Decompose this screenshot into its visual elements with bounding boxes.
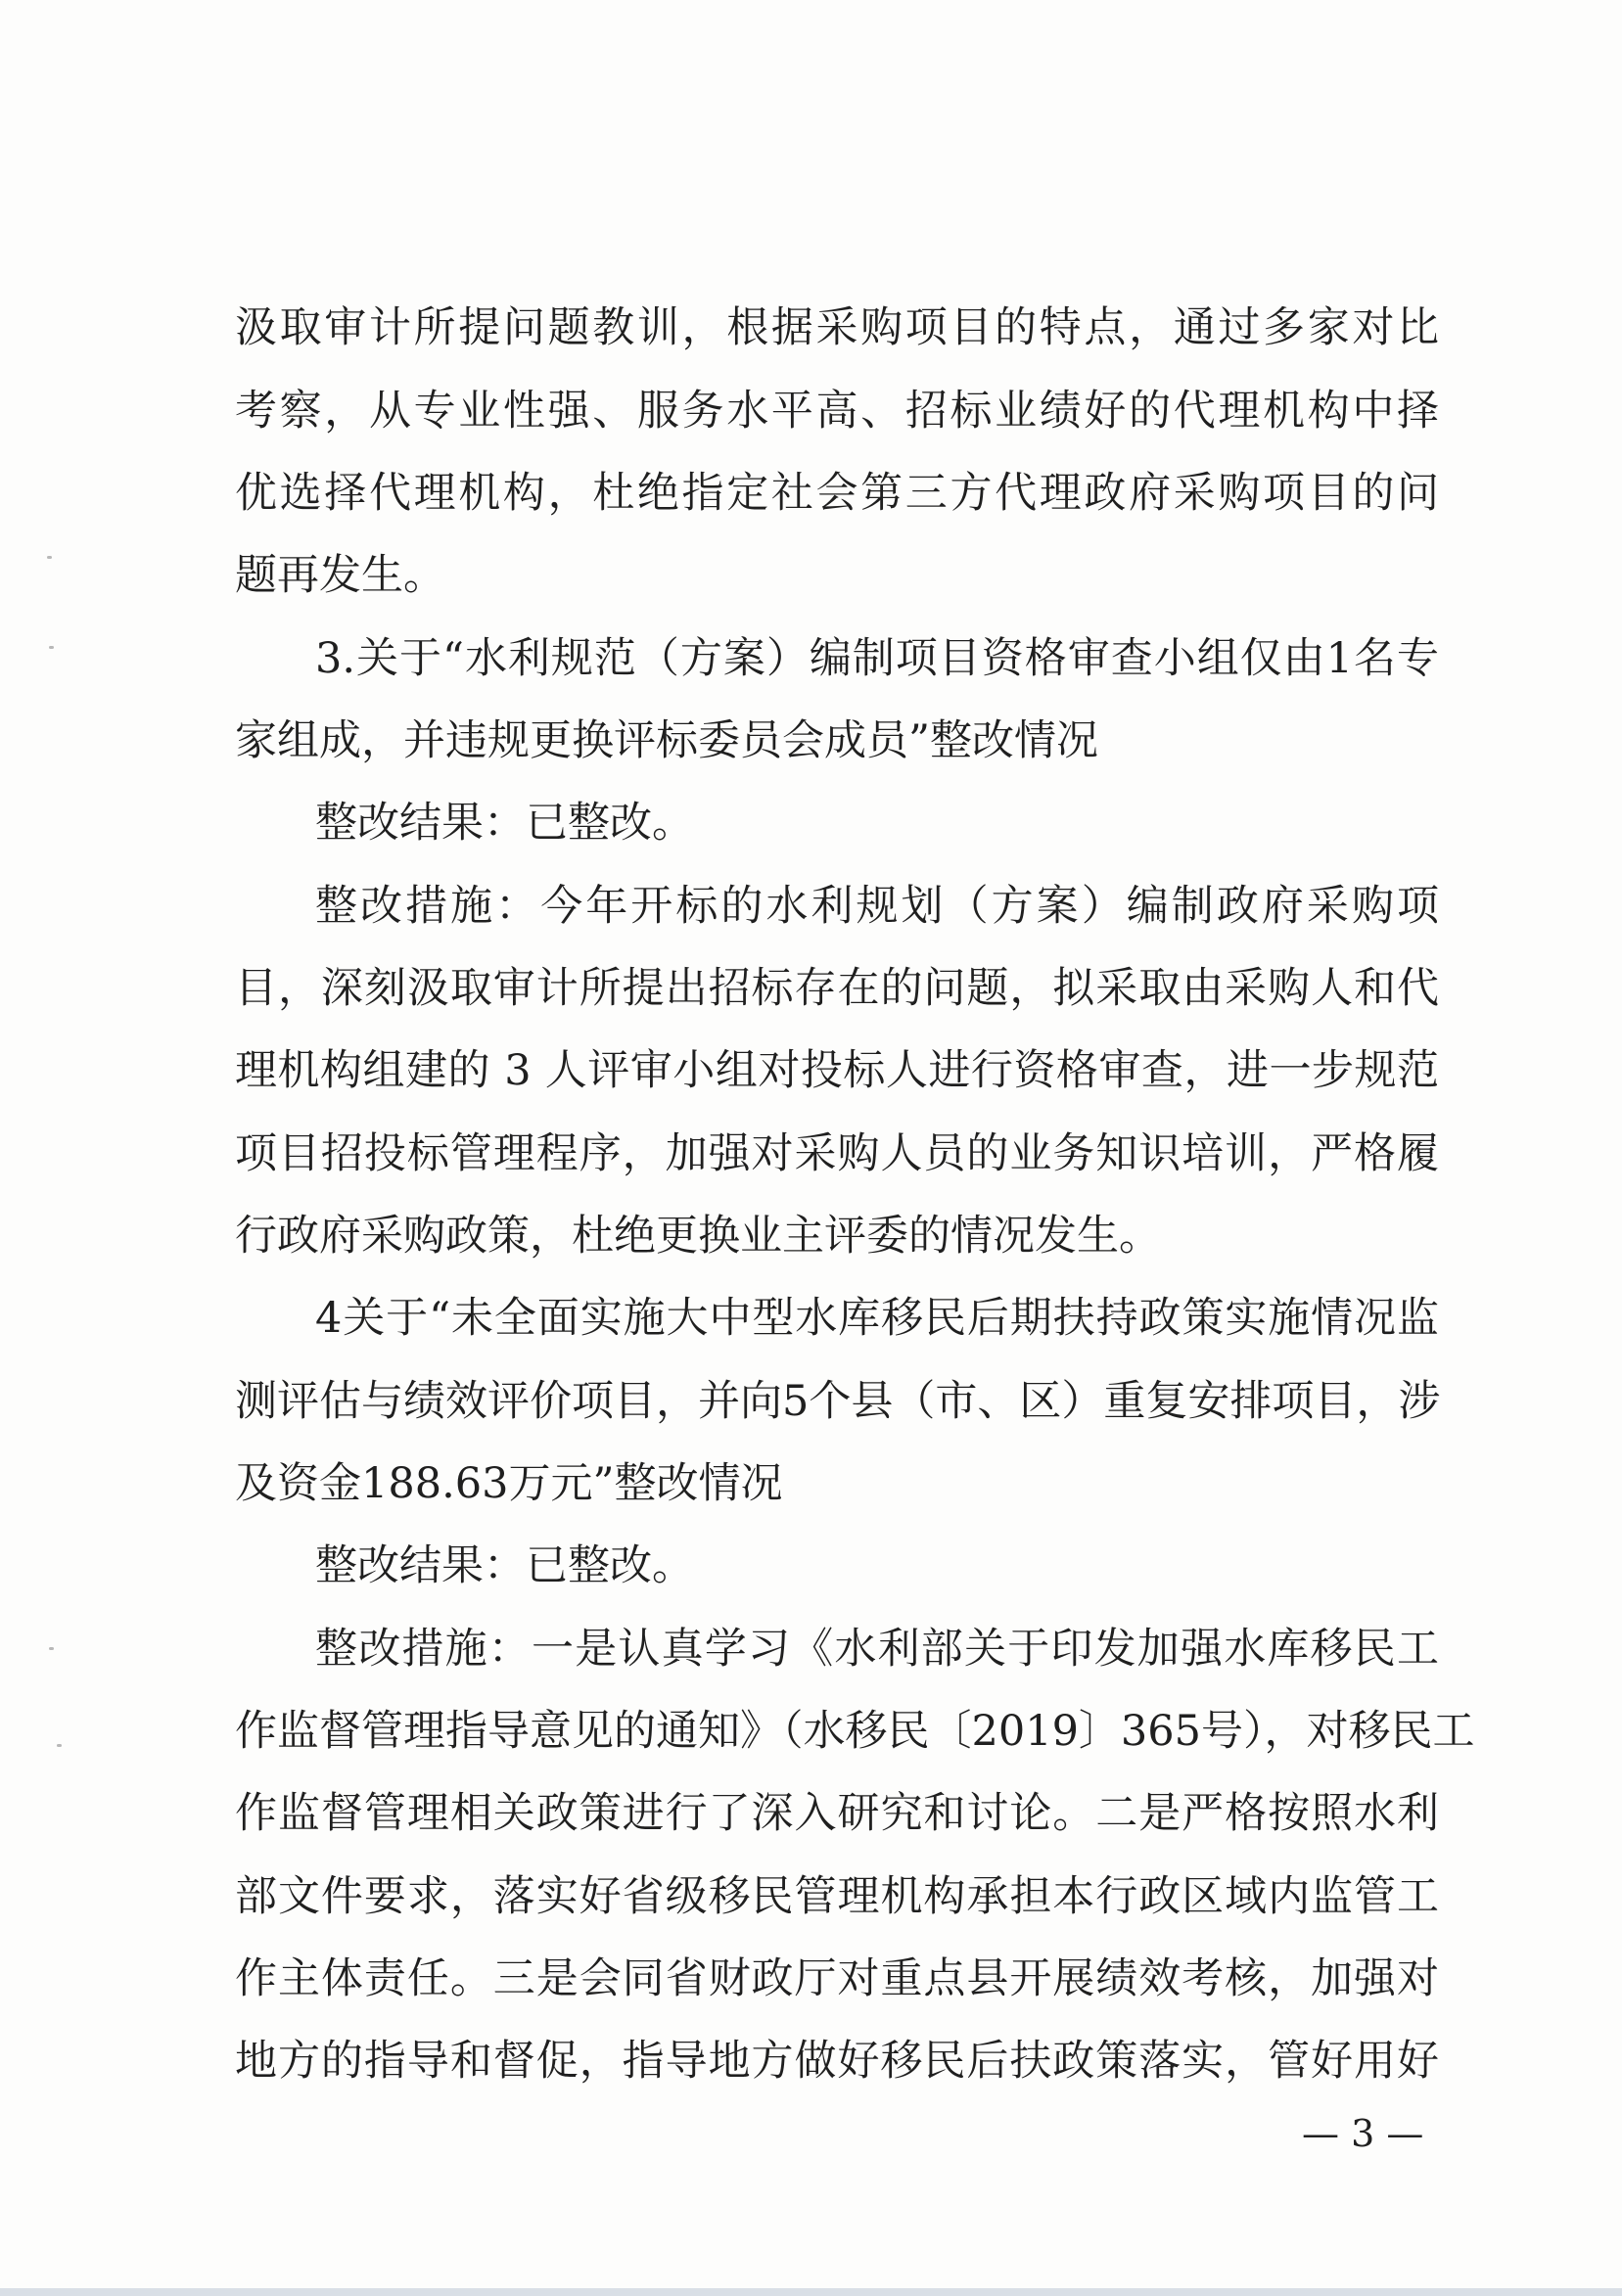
text-line: 汲取审计所提问题教训，根据采购项目的特点，通过多家对比: [235, 303, 1439, 352]
text-line: 整改措施：今年开标的水利规划（方案）编制政府采购项: [315, 882, 1439, 931]
text-line: 目，深刻汲取审计所提出招标存在的问题，拟采取由采购人和代: [235, 964, 1439, 1013]
section-heading-line: 3.关于“水利规范（方案）编制项目资格审查小组仅由1名专: [315, 634, 1439, 683]
text-line: 整改措施：一是认真学习《水利部关于印发加强水库移民工: [315, 1625, 1439, 1674]
rectification-result: 整改结果：已整改。: [315, 1541, 694, 1590]
text-line: 项目招投标管理程序，加强对采购人员的业务知识培训，严格履: [235, 1129, 1439, 1178]
scan-speck: [57, 1744, 62, 1747]
page-number: — 3 —: [1302, 2112, 1424, 2155]
section-heading-line: 测评估与绩效评价项目，并向5个县（市、区）重复安排项目，涉: [235, 1377, 1441, 1426]
section-heading-line: 及资金188.63万元”整改情况: [235, 1459, 783, 1508]
section-heading-line: 家组成，并违规更换评标委员会成员”整改情况: [235, 716, 1098, 765]
text-line: 部文件要求，落实好省级移民管理机构承担本行政区域内监管工: [235, 1872, 1439, 1921]
text-line: 行政府采购政策，杜绝更换业主评委的情况发生。: [235, 1212, 1161, 1261]
text-line: 理机构组建的 3 人评审小组对投标人进行资格审查，进一步规范: [235, 1046, 1439, 1095]
rectification-result: 整改结果：已整改。: [315, 799, 694, 848]
text-line: 作监督管理指导意见的通知》（水移民〔2019〕365号），对移民工: [235, 1707, 1475, 1756]
text-line: 作监督管理相关政策进行了深入研究和讨论。二是严格按照水利: [235, 1789, 1439, 1838]
scan-speck: [49, 1647, 54, 1650]
section-heading-line: 4关于“未全面实施大中型水库移民后期扶持政策实施情况监: [315, 1294, 1439, 1343]
text-line: 题再发生。: [235, 551, 445, 600]
scan-speck: [47, 556, 52, 559]
scan-speck: [49, 646, 54, 649]
text-line: 优选择代理机构，杜绝指定社会第三方代理政府采购项目的问: [235, 469, 1439, 518]
text-line: 地方的指导和督促，指导地方做好移民后扶政策落实，管好用好: [235, 2037, 1439, 2086]
text-line: 作主体责任。三是会同省财政厅对重点县开展绩效考核，加强对: [235, 1954, 1439, 2003]
scan-edge: [0, 2288, 1622, 2296]
text-line: 考察，从专业性强、服务水平高、招标业绩好的代理机构中择: [235, 387, 1439, 436]
